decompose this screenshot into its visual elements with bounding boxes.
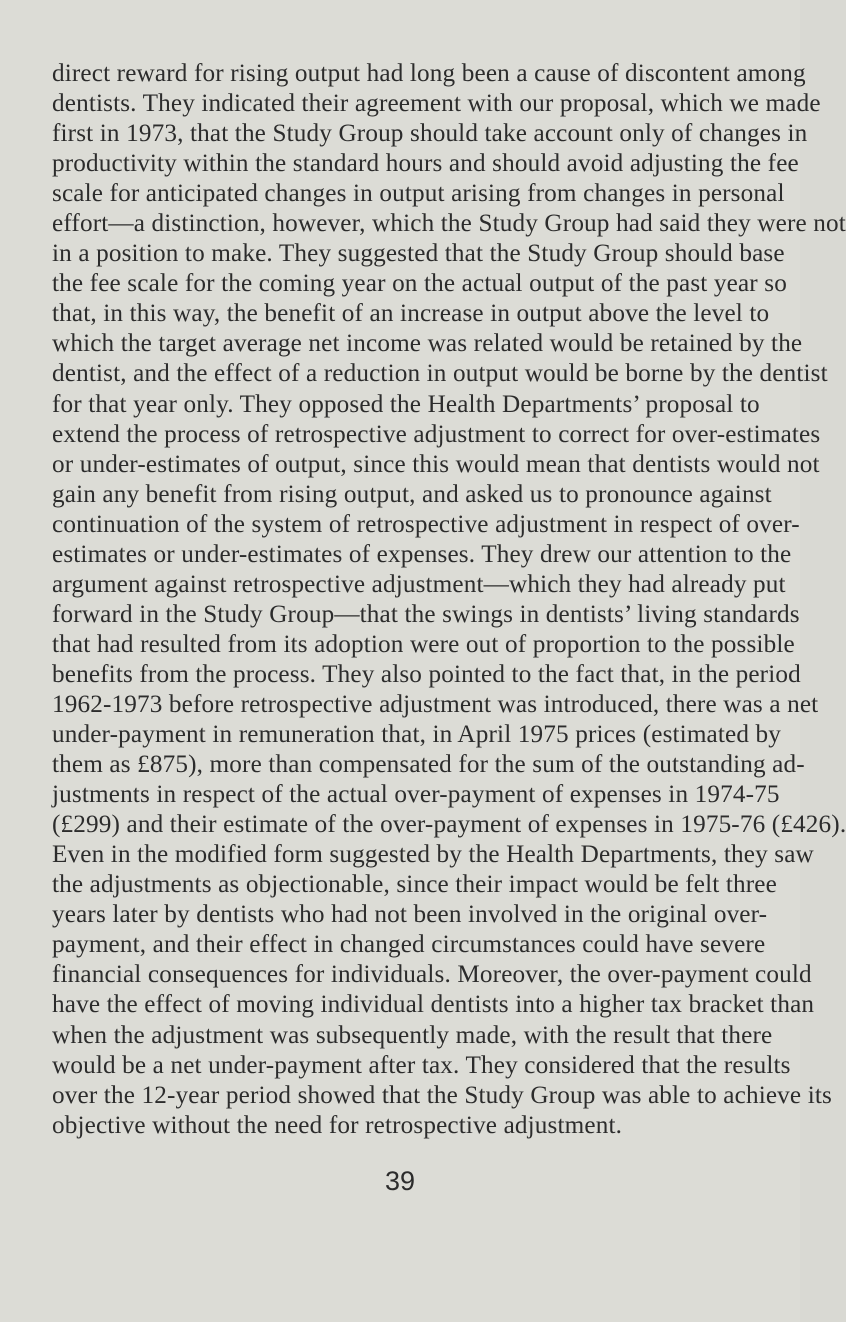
page-number: 39 bbox=[384, 1166, 416, 1196]
text-line: payment, and their effect in changed circumstances could have severe bbox=[52, 931, 766, 959]
text-line: over the 12-year period showed that the Study Group was able to achieve its bbox=[52, 1081, 832, 1109]
text-line: when the adjustment was subsequently made, with the result that there bbox=[52, 1021, 773, 1049]
text-line: extend the process of retrospective adjustment to correct for over-estimates bbox=[52, 420, 821, 448]
text-line: the fee scale for the coming year on the actual output of the past year so bbox=[52, 270, 787, 298]
text-line: argument against retrospective adjustment—which they had already put bbox=[52, 570, 786, 598]
text-line: gain any benefit from rising output, and asked us to pronounce against bbox=[52, 480, 772, 508]
text-line: estimates or under-estimates of expenses. They drew our attention to the bbox=[52, 540, 792, 568]
text-line: would be a net under-payment after tax. They considered that the results bbox=[52, 1051, 791, 1079]
text-line: under-payment in remuneration that, in April 1975 prices (estimated by bbox=[52, 721, 782, 749]
text-line: effort—a distinction, however, which the Study Group had said they were not bbox=[52, 210, 846, 238]
text-line: that had resulted from its adoption were out of proportion to the possible bbox=[52, 630, 795, 658]
text-line: dentist, and the effect of a reduction in output would be borne by the dentist bbox=[52, 360, 828, 388]
text-line: continuation of the system of retrospective adjustment in respect of over- bbox=[52, 510, 800, 538]
text-line: years later by dentists who had not been involved in the original over- bbox=[52, 901, 768, 929]
text-line: which the target average net income was related would be retained by the bbox=[52, 330, 803, 358]
text-line: (£299) and their estimate of the over-payment of expenses in 1975-76 (£426). bbox=[52, 811, 846, 839]
text-line: Even in the modified form suggested by the Health Departments, they saw bbox=[52, 841, 814, 869]
text-line: forward in the Study Group—that the swings in dentists’ living standards bbox=[52, 600, 800, 628]
text-line: financial consequences for individuals. Moreover, the over-payment could bbox=[52, 961, 812, 989]
text-line: have the effect of moving individual dentists into a higher tax bracket than bbox=[52, 991, 815, 1019]
text-line: objective without the need for retrospective adjustment. bbox=[52, 1111, 623, 1139]
text-line: them as £875), more than compensated for the sum of the outstanding ad- bbox=[52, 751, 805, 779]
text-line: in a position to make. They suggested that the Study Group should base bbox=[52, 240, 785, 268]
text-line: or under-estimates of output, since this would mean that dentists would not bbox=[52, 450, 820, 478]
text-line: for that year only. They opposed the Health Departments’ proposal to bbox=[52, 390, 760, 418]
text-line: the adjustments as objectionable, since their impact would be felt three bbox=[52, 871, 777, 899]
text-line: first in 1973, that the Study Group should take account only of changes in bbox=[52, 120, 808, 148]
text-line: benefits from the process. They also pointed to the fact that, in the period bbox=[52, 660, 801, 688]
text-line: that, in this way, the benefit of an increase in output above the level to bbox=[52, 300, 770, 328]
text-line: dentists. They indicated their agreement with our proposal, which we made bbox=[52, 90, 821, 118]
text-line: productivity within the standard hours and should avoid adjusting the fee bbox=[52, 150, 799, 178]
text-line: 1962-1973 before retrospective adjustment was introduced, there was a net bbox=[52, 690, 819, 718]
text-line: scale for anticipated changes in output arising from changes in personal bbox=[52, 180, 785, 208]
text-line: direct reward for rising output had long been a cause of discontent among bbox=[52, 60, 806, 87]
body-paragraph bbox=[52, 59, 846, 1141]
text-line: justments in respect of the actual over-payment of expenses in 1974-75 bbox=[52, 781, 780, 809]
